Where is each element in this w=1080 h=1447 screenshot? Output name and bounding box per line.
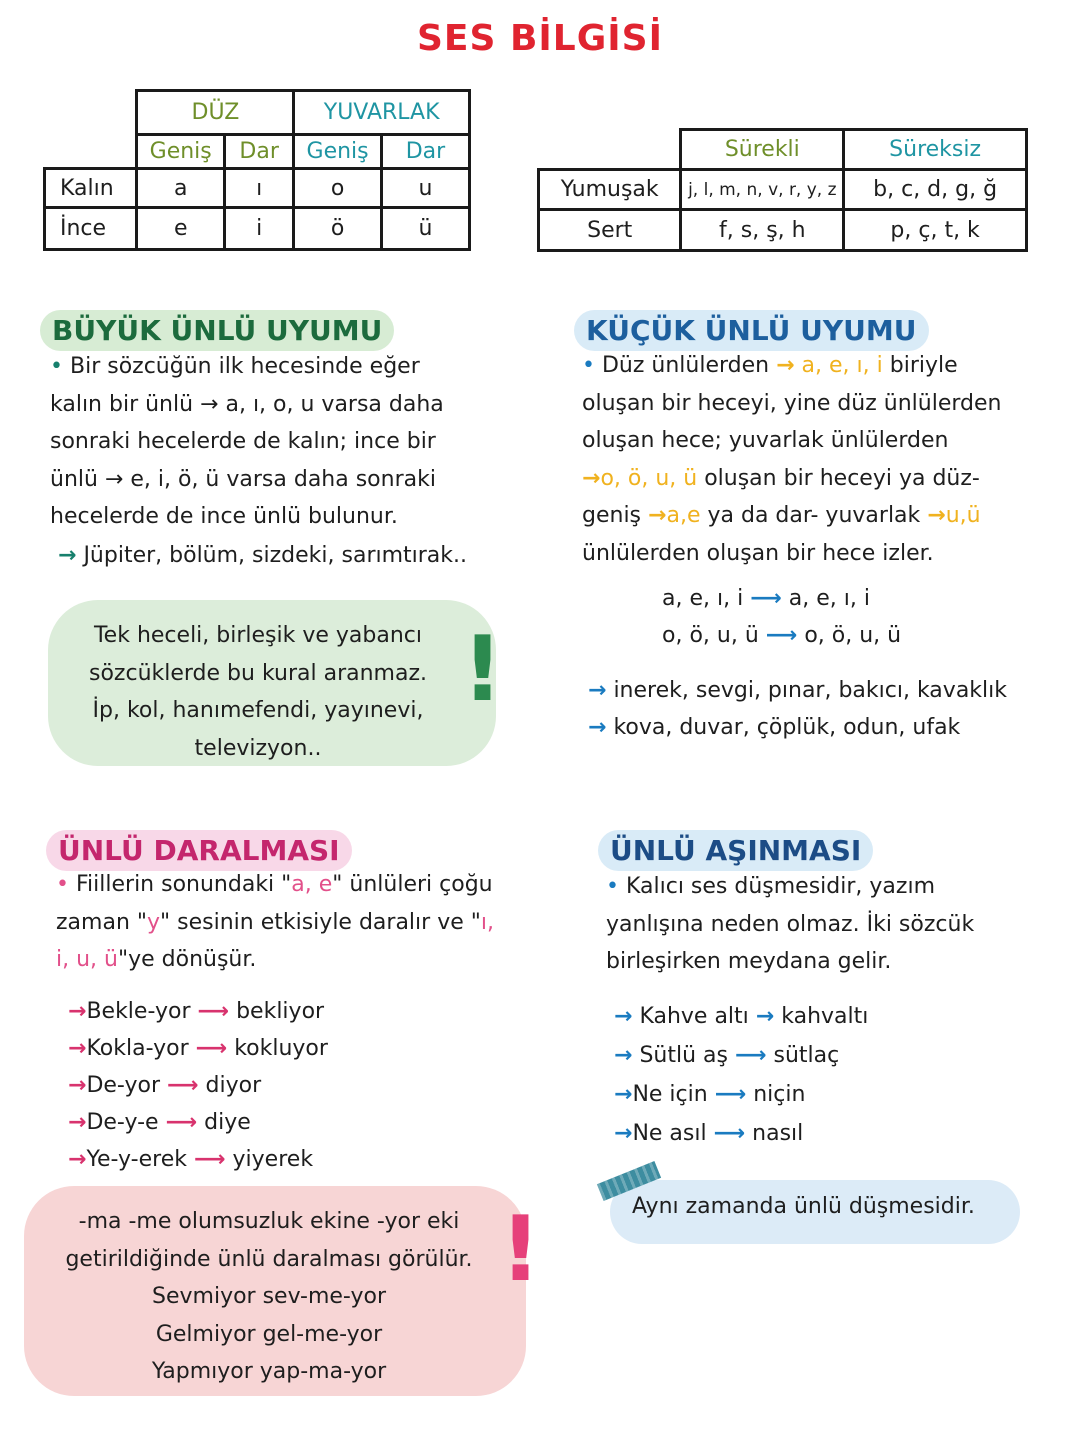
note-line: Gelmiyor gel-me-yor [155, 1321, 383, 1347]
buyuk-text [50, 348, 530, 536]
daralma-examples [68, 993, 328, 1178]
vowel-cell: i [224, 208, 293, 250]
text-line: kalın bir ünlü → a, ı, o, u varsa daha [50, 391, 444, 417]
text-line: zaman "y" sesinin etkisiyle daralır ve "ı, [56, 909, 494, 935]
exclamation-icon: ! [462, 617, 504, 722]
daralma-heading: ÜNLÜ DARALMASI [46, 830, 352, 871]
subhead-yuvarlak-genis: Geniş [294, 135, 382, 169]
vowel-cell: o [294, 169, 382, 208]
vowel-cell: e [137, 208, 224, 250]
note-line: getirildiğinde ünlü daralması görülür. [65, 1246, 473, 1272]
note-line: -ma -me olumsuzluk ekine -yor eki [78, 1209, 460, 1234]
buyuk-heading: BÜYÜK ÜNLÜ UYUMU [40, 310, 394, 351]
row-label-kalin: Kalın [45, 169, 137, 208]
group-yuvarlak: YUVARLAK [294, 91, 470, 135]
text-line: sonraki hecelerde de kalın; ince bir [50, 429, 436, 454]
text-line: i, u, ü"ye dönüşür. [56, 947, 257, 972]
row-label-sert: Sert [539, 210, 681, 251]
asinma-heading: ÜNLÜ AŞINMASI [598, 830, 873, 871]
text-line: →o, ö, u, ü oluşan bir heceyi ya düz- [582, 465, 980, 491]
note-line: televizyon.. [194, 735, 322, 761]
consonant-cell: j, l, m, n, v, r, y, z [681, 170, 844, 210]
text-line: • Bir sözcüğün ilk hecesinde eğer [50, 354, 420, 379]
arrow-icon: → [588, 715, 607, 740]
text-line: oluşan bir heceyi, yine düz ünlülerden [582, 390, 1002, 416]
kucuk-pair: o, ö, u, ü ⟶ o, ö, u, ü [662, 623, 902, 648]
exclamation-icon: ! [500, 1197, 542, 1302]
kucuk-pair: a, e, ı, i ⟶ a, e, ı, i [662, 586, 870, 611]
note-line: Yapmıyor yap-ma-yor [151, 1359, 387, 1384]
asinma-note: Aynı zamanda ünlü düşmesidir. [632, 1194, 975, 1219]
example-row: →Kokla-yor ⟶ kokluyor [68, 1036, 328, 1061]
kucuk-text [582, 347, 1062, 572]
text-line: hecelerde de ince ünlü bulunur. [50, 504, 398, 529]
row-label-yumusak: Yumuşak [539, 170, 681, 210]
text-line: birleşirken meydana gelir. [606, 949, 892, 974]
arrow-icon: → [588, 678, 607, 703]
example-row: →Ne için ⟶ niçin [614, 1082, 806, 1107]
subhead-duz-genis: Geniş [137, 135, 224, 169]
asinma-text [606, 868, 1056, 981]
consonant-table [537, 128, 1028, 252]
example-row: →Ne asıl ⟶ nasıl [614, 1121, 804, 1146]
consonant-cell: f, s, ş, h [681, 210, 844, 251]
consonant-cell: p, ç, t, k [844, 210, 1027, 251]
text-line: geniş →a,e ya da dar- yuvarlak →u,ü [582, 503, 981, 528]
consonant-cell: b, c, d, g, ğ [844, 170, 1027, 210]
kucuk-example: → kova, duvar, çöplük, odun, ufak [588, 715, 961, 740]
text-line: • Düz ünlülerden → a, e, ı, i biriyle [582, 353, 958, 378]
vowel-cell: a [137, 169, 224, 208]
text-line: ünlü → e, i, ö, ü varsa daha sonraki [50, 466, 436, 492]
vowel-cell: ı [224, 169, 293, 208]
daralma-note [34, 1203, 504, 1391]
daralma-text [56, 866, 536, 979]
note-line: İp, kol, hanımefendi, yayınevi, [92, 698, 424, 723]
kucuk-heading: KÜÇÜK ÜNLÜ UYUMU [574, 310, 929, 351]
arrow-icon: → [58, 543, 77, 568]
vowel-cell: u [381, 169, 469, 208]
buyuk-note [58, 617, 458, 767]
header-surekli: Sürekli [681, 130, 844, 170]
page-title: SES BİLGİSİ [416, 18, 664, 59]
example-row: →De-y-e ⟶ diye [68, 1110, 251, 1135]
vowel-cell: ö [294, 208, 382, 250]
kucuk-example: → inerek, sevgi, pınar, bakıcı, kavaklık [588, 678, 1007, 703]
example-row: →Bekle-yor ⟶ bekliyor [68, 999, 325, 1024]
note-line: sözcüklerde bu kural aranmaz. [89, 660, 427, 686]
header-sureksiz: Süreksiz [844, 130, 1027, 170]
note-line: Tek heceli, birleşik ve yabancı [93, 623, 422, 648]
group-duz: DÜZ [137, 91, 294, 135]
text-line: • Fiillerin sonundaki "a, e" ünlüleri çoğu [56, 872, 493, 897]
example-text: Jüpiter, bölüm, sizdeki, sarımtırak.. [83, 543, 468, 568]
vowel-cell: ü [381, 208, 469, 250]
example-row: →Ye-y-erek ⟶ yiyerek [68, 1147, 314, 1172]
example-row: → Sütlü aş ⟶ sütlaç [614, 1043, 840, 1068]
buyuk-example [58, 537, 467, 574]
text-line: yanlışına neden olmaz. İki sözcük [606, 911, 975, 937]
vowel-table [43, 89, 471, 251]
example-row: →De-yor ⟶ diyor [68, 1073, 262, 1098]
row-label-ince: İnce [45, 208, 137, 250]
arrow-icon: ⟶ [750, 586, 782, 611]
text-line: • Kalıcı ses düşmesidir, yazım [606, 874, 935, 899]
note-line: Sevmiyor sev-me-yor [152, 1284, 386, 1309]
subhead-yuvarlak-dar: Dar [381, 135, 469, 169]
text-line: oluşan hece; yuvarlak ünlülerden [582, 428, 949, 453]
example-row: → Kahve altı → kahvaltı [614, 1004, 869, 1029]
text-line: ünlülerden oluşan bir hece izler. [582, 540, 934, 566]
subhead-duz-dar: Dar [224, 135, 293, 169]
asinma-examples [614, 997, 868, 1153]
arrow-icon: ⟶ [765, 623, 798, 648]
